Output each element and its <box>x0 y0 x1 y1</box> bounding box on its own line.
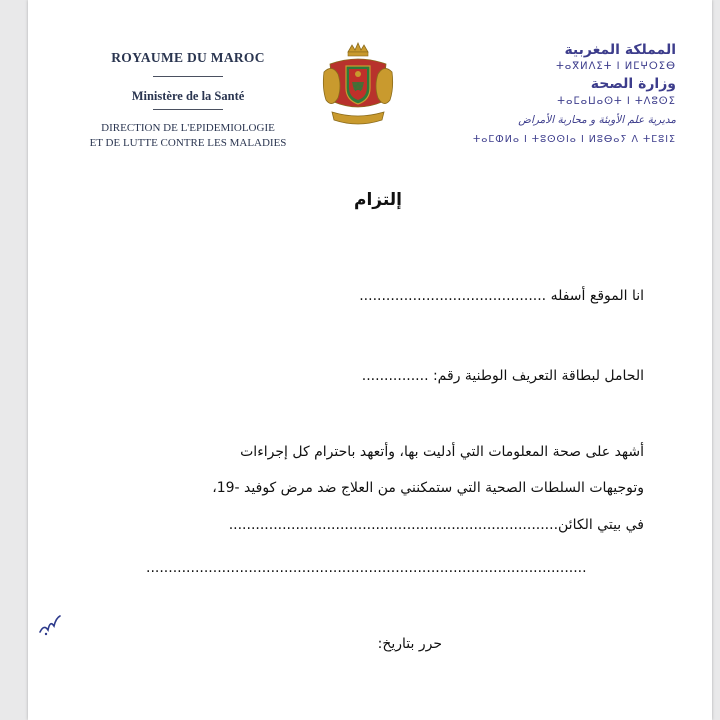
header-ar-kingdom: المملكة المغربية <box>564 42 676 58</box>
blank-dotted-line: ................................................................................................... <box>146 560 587 576</box>
national-id-line: الحامل لبطاقة التعريف الوطنية رقم: ............... <box>361 368 644 384</box>
commitment-paragraph-line2: وتوجيهات السلطات الصحية التي ستمكنني من العلاج ضد مرض كوفيد -19، <box>212 480 644 496</box>
document-title: إلتزام <box>353 190 402 210</box>
commitment-paragraph-line1: أشهد على صحة المعلومات التي أدليت بها، وأتعهد باحترام كل إجراءات <box>240 444 644 460</box>
header-fr-ministry: Ministère de la Santé <box>131 89 245 103</box>
header-fr-kingdom: ROYAUME DU MAROC <box>111 50 265 65</box>
header-fr-divider-bottom <box>153 109 223 110</box>
header-tifinagh-ministry: ⵜⴰⵎⴰⵡⴰⵙⵜ ⵏ ⵜⴷⵓⵙⵉ <box>557 96 676 107</box>
header-fr-direction-line2: ET DE LUTTE CONTRE LES MALADIES <box>89 137 287 149</box>
address-line: في بيتي الكائن.......................................................................... <box>228 517 644 533</box>
date-label: حرر بتاريخ: <box>377 636 442 652</box>
document-page <box>28 0 712 720</box>
header-fr-divider-top <box>153 76 223 77</box>
header-fr-direction-line1: DIRECTION DE L'EPIDEMIOLOGIE <box>101 122 275 134</box>
handwritten-mark-icon <box>36 610 64 638</box>
header-ar-direction: مديرية علم الأوبئة و محاربة الأمراض <box>518 114 676 126</box>
header-tifinagh-kingdom: ⵜⴰⴳⵍⴷⵉⵜ ⵏ ⵍⵎⵖⵔⵉⴱ <box>556 61 676 72</box>
coat-of-arms-icon <box>318 42 398 128</box>
header-ar-ministry: وزارة الصحة <box>590 76 676 92</box>
signed-below-line: انا الموقع أسفله .......................................... <box>359 288 644 304</box>
header-tifinagh-direction: ⵜⴰⵎⵀⵍⴰ ⵏ ⵜⵓⵙⵙⵏⴰ ⵏ ⵍⵓⴱⴰⵢ ⴷ ⵜⵎⵓⵏⵉ <box>472 134 676 145</box>
